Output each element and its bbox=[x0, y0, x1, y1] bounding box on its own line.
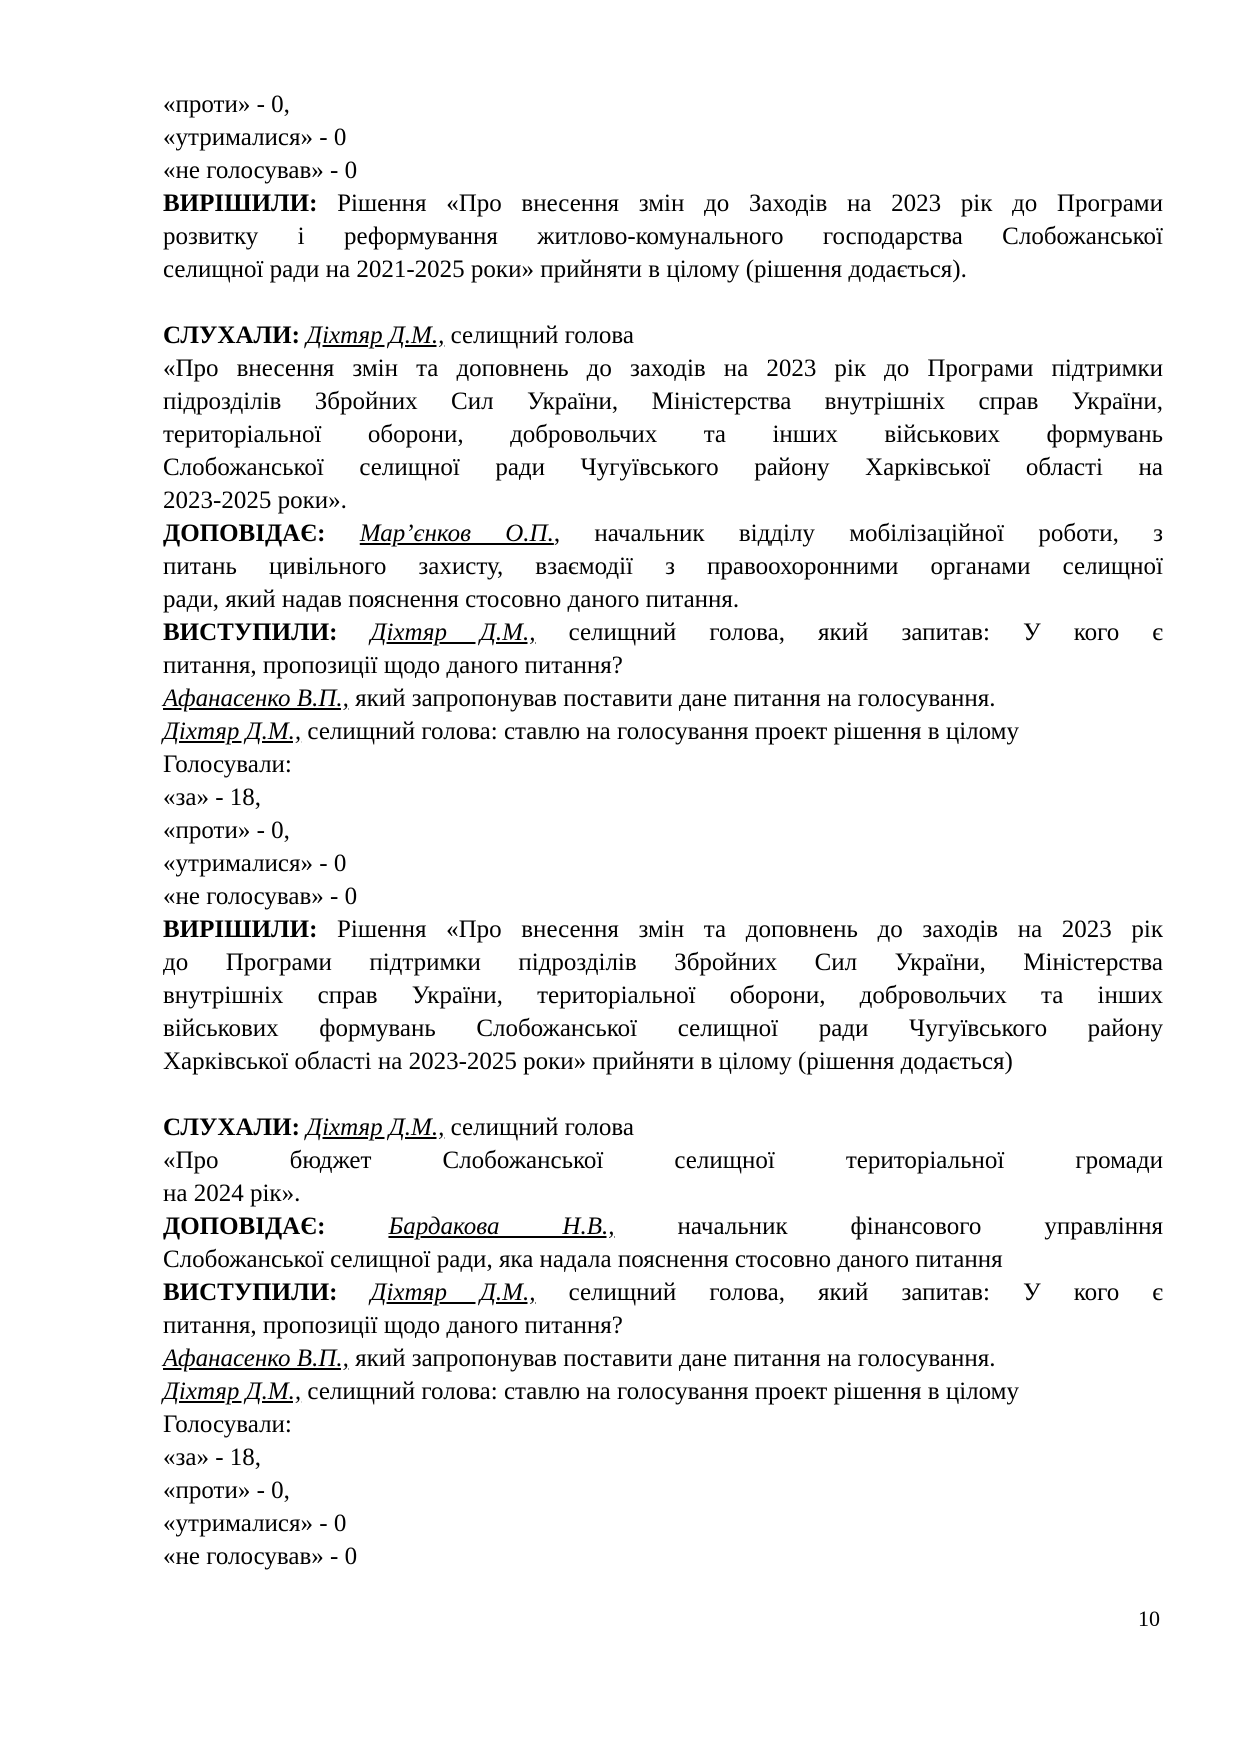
reporter-text: , начальник відділу мобілізаційної роботи, з bbox=[553, 520, 1163, 547]
chair-line bbox=[163, 1375, 1163, 1408]
vote-against: «проти» - 0, bbox=[163, 1477, 290, 1504]
decision-line: Харківської області на 2023-2025 роки» прийняти в цілому (рішення додається) bbox=[163, 1048, 1013, 1075]
proposal-text: який запропонував поставити дане питання на голосування. bbox=[348, 1345, 996, 1372]
proposal-name: Афанасенко В.П., bbox=[163, 1345, 349, 1372]
vote-not-voted: «не голосував» - 0 bbox=[163, 1543, 358, 1570]
decision-text: Рішення «Про внесення змін та доповнень до заходів на 2023 рік bbox=[317, 916, 1163, 943]
speakers-label: ВИСТУПИЛИ: bbox=[163, 619, 338, 646]
decision-line: селищної ради на 2021-2025 роки» прийняти в цілому (рішення додається). bbox=[163, 256, 967, 283]
vote-not-voted: «не голосував» - 0 bbox=[163, 883, 358, 910]
vote-abstained: «утрималися» - 0 bbox=[163, 1510, 347, 1537]
speakers-label: ВИСТУПИЛИ: bbox=[163, 1279, 338, 1306]
chair-name: Діхтяр Д.М., bbox=[163, 1378, 302, 1405]
speaker-role: селищний голова bbox=[444, 1114, 634, 1141]
topic-line: територіальної оборони, добровольчих та інших військових формувань bbox=[163, 421, 1163, 448]
reporter-line: питань цивільного захисту, взаємодії з правоохоронними органами селищної bbox=[163, 553, 1163, 580]
topic-line: підрозділів Збройних Сил України, Міністерства внутрішніх справ України, bbox=[163, 388, 1163, 415]
topic-line: «Про внесення змін та доповнень до заходів на 2023 рік до Програми підтримки bbox=[163, 355, 1163, 382]
reporter-text: начальник фінансового управління bbox=[614, 1213, 1164, 1240]
decision-line: внутрішніх справ України, територіальної оборони, добровольчих та інших bbox=[163, 982, 1163, 1009]
reporter-line bbox=[163, 1210, 1163, 1243]
reporter-label: ДОПОВІДАЄ: bbox=[163, 1213, 326, 1240]
section-gap bbox=[163, 286, 1163, 319]
speaker-name: Діхтяр Д.М., bbox=[306, 322, 445, 349]
vote-abstained: «утрималися» - 0 bbox=[163, 850, 347, 877]
vote-against: «проти» - 0, bbox=[163, 91, 290, 118]
proposal-line bbox=[163, 682, 1163, 715]
decided-label: ВИРІШИЛИ: bbox=[163, 916, 318, 943]
topic-line: на 2024 рік». bbox=[163, 1180, 301, 1207]
page-number: 10 bbox=[1138, 1606, 1160, 1631]
heard-label: СЛУХАЛИ: bbox=[163, 1114, 300, 1141]
voted-label: Голосували: bbox=[163, 751, 292, 778]
speakers-name: Діхтяр Д.М., bbox=[370, 1279, 536, 1306]
proposal-line bbox=[163, 1342, 1163, 1375]
topic-line: Слобожанської селищної ради Чугуївського району Харківської області на bbox=[163, 454, 1163, 481]
chair-line bbox=[163, 715, 1163, 748]
reporter-label: ДОПОВІДАЄ: bbox=[163, 520, 326, 547]
decided-label: ВИРІШИЛИ: bbox=[163, 190, 318, 217]
speaker-role: селищний голова bbox=[444, 322, 634, 349]
proposal-text: який запропонував поставити дане питання на голосування. bbox=[348, 685, 996, 712]
decision-line bbox=[163, 187, 1163, 220]
speakers-line bbox=[163, 616, 1163, 649]
vote-for: «за» - 18, bbox=[163, 784, 262, 811]
heard-line bbox=[163, 1111, 1163, 1144]
vote-abstained: «утрималися» - 0 bbox=[163, 124, 347, 151]
topic-line: «Про бюджет Слобожанської селищної територіальної громади bbox=[163, 1147, 1163, 1174]
voted-label: Голосували: bbox=[163, 1411, 292, 1438]
vote-against: «проти» - 0, bbox=[163, 817, 290, 844]
chair-text: селищний голова: ставлю на голосування проект рішення в цілому bbox=[301, 718, 1019, 745]
chair-text: селищний голова: ставлю на голосування проект рішення в цілому bbox=[301, 1378, 1019, 1405]
speakers-name: Діхтяр Д.М., bbox=[370, 619, 536, 646]
proposal-name: Афанасенко В.П., bbox=[163, 685, 349, 712]
topic-line: 2023-2025 роки». bbox=[163, 487, 347, 514]
decision-line: розвитку і реформування житлово-комунального господарства Слобожанської bbox=[163, 223, 1163, 250]
reporter-line: ради, який надав пояснення стосовно даного питання. bbox=[163, 586, 740, 613]
speakers-line bbox=[163, 1276, 1163, 1309]
section-gap bbox=[163, 1078, 1163, 1111]
speakers-text: селищний голова, який запитав: У кого є bbox=[535, 619, 1163, 646]
heard-line bbox=[163, 319, 1163, 352]
reporter-line bbox=[163, 517, 1163, 550]
decision-line bbox=[163, 913, 1163, 946]
vote-not-voted: «не голосував» - 0 bbox=[163, 157, 358, 184]
heard-label: СЛУХАЛИ: bbox=[163, 322, 300, 349]
speakers-text: селищний голова, який запитав: У кого є bbox=[535, 1279, 1163, 1306]
chair-name: Діхтяр Д.М., bbox=[163, 718, 302, 745]
reporter-name: Бардакова Н.В., bbox=[388, 1213, 615, 1240]
reporter-name: Мар’єнков О.П. bbox=[359, 520, 554, 547]
decision-text: Рішення «Про внесення змін до Заходів на 2023 рік до Програми bbox=[317, 190, 1163, 217]
vote-for: «за» - 18, bbox=[163, 1444, 262, 1471]
speaker-name: Діхтяр Д.М., bbox=[306, 1114, 445, 1141]
decision-line: до Програми підтримки підрозділів Збройних Сил України, Міністерства bbox=[163, 949, 1163, 976]
speakers-line: питання, пропозиції щодо даного питання? bbox=[163, 652, 623, 679]
reporter-line: Слобожанської селищної ради, яка надала пояснення стосовно даного питання bbox=[163, 1246, 1003, 1273]
speakers-line: питання, пропозиції щодо даного питання? bbox=[163, 1312, 623, 1339]
decision-line: військових формувань Слобожанської селищної ради Чугуївського району bbox=[163, 1015, 1163, 1042]
document-page bbox=[163, 88, 1163, 1573]
